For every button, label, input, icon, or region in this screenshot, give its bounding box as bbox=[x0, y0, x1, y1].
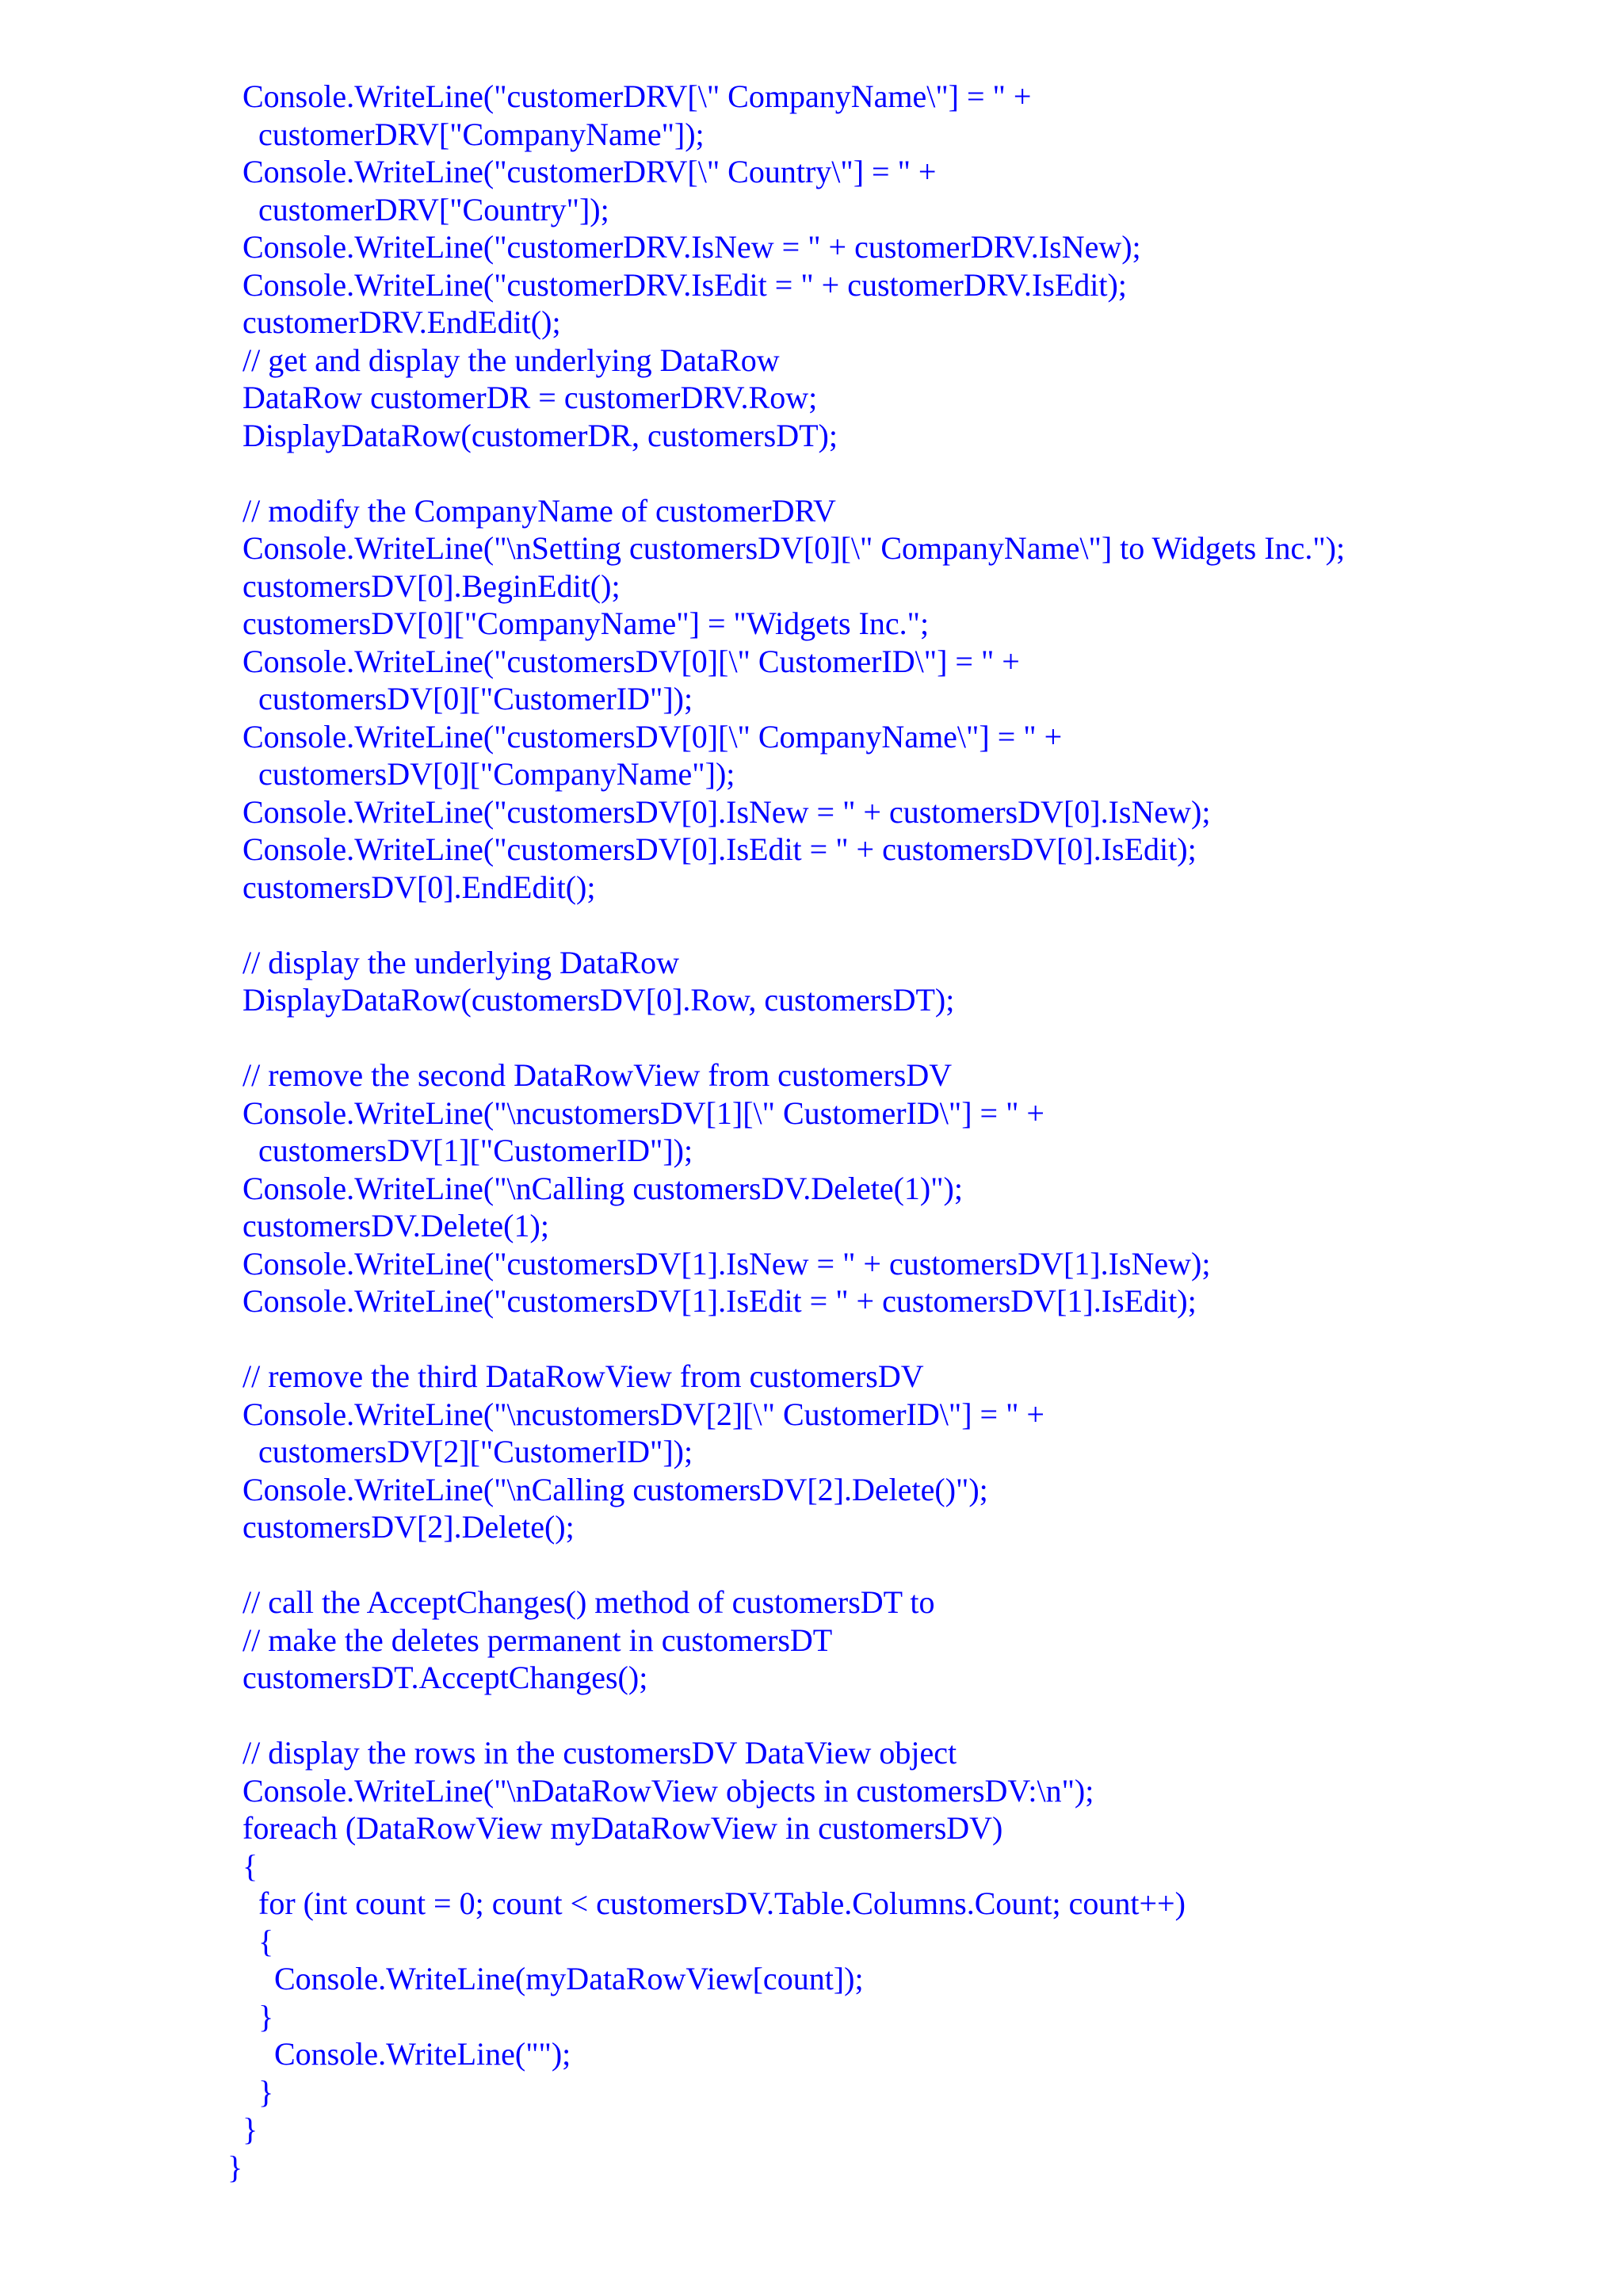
code-line: DataRow customerDR = customerDRV.Row; bbox=[242, 380, 818, 415]
code-line: customerDRV["Country"]); bbox=[258, 191, 609, 227]
code-line: Console.WriteLine("\nCalling customersDV.Delete(1)"); bbox=[242, 1170, 963, 1206]
code-line: // make the deletes permanent in customersDT bbox=[242, 1622, 833, 1658]
code-line: // display the underlying DataRow bbox=[242, 944, 680, 980]
code-line: Console.WriteLine("customersDV[1].IsNew = " + customersDV[1].IsNew); bbox=[242, 1245, 1211, 1282]
code-line: Console.WriteLine("\nDataRowView objects in customersDV:\n"); bbox=[242, 1772, 1094, 1809]
blank-line bbox=[0, 1546, 1623, 1584]
code-line: customerDRV["CompanyName"]); bbox=[258, 116, 705, 152]
code-line: Console.WriteLine("customerDRV.IsNew = " + customerDRV.IsNew); bbox=[242, 229, 1141, 265]
code-line: // call the AcceptChanges() method of customersDT to bbox=[242, 1584, 935, 1620]
code-line: customersDV[0]["CustomerID"]); bbox=[258, 681, 693, 716]
code-line: } bbox=[258, 1998, 274, 2034]
code-line: } bbox=[258, 2073, 274, 2110]
code-line: customersDV[2]["CustomerID"]); bbox=[258, 1434, 693, 1469]
code-line: customersDV[0].BeginEdit(); bbox=[242, 567, 621, 604]
code-line: Console.WriteLine("customersDV[0][\" CustomerID\"] = " + bbox=[242, 643, 1020, 679]
blank-line bbox=[0, 454, 1623, 492]
code-line: Console.WriteLine("customersDV[1].IsEdit = " + customersDV[1].IsEdit); bbox=[242, 1283, 1197, 1319]
code-line: Console.WriteLine("customersDV[0].IsNew = " + customersDV[0].IsNew); bbox=[242, 793, 1211, 830]
code-line: // modify the CompanyName of customerDRV bbox=[242, 492, 836, 529]
code-listing bbox=[0, 78, 1623, 2186]
code-line: customerDRV.EndEdit(); bbox=[242, 304, 561, 340]
blank-line bbox=[0, 1320, 1623, 1358]
code-line: Console.WriteLine("\nSetting customersDV[0][\" CompanyName\"] to Widgets Inc."); bbox=[242, 530, 1346, 566]
code-line: Console.WriteLine(myDataRowView[count]); bbox=[274, 1961, 864, 1996]
code-line: Console.WriteLine("customersDV[0][\" CompanyName\"] = " + bbox=[242, 718, 1063, 755]
code-line: customersDV[2].Delete(); bbox=[242, 1509, 575, 1545]
code-line: customersDV[0]["CompanyName"]); bbox=[258, 756, 735, 792]
code-line: // get and display the underlying DataRow bbox=[242, 342, 780, 378]
code-line: // display the rows in the customersDV DataView object bbox=[242, 1735, 957, 1771]
code-line: Console.WriteLine("customerDRV.IsEdit = " + customerDRV.IsEdit); bbox=[242, 266, 1127, 303]
code-line: Console.WriteLine("\nCalling customersDV[2].Delete()"); bbox=[242, 1471, 988, 1507]
blank-line bbox=[0, 1697, 1623, 1735]
code-line: Console.WriteLine("customerDRV[\" Country\"] = " + bbox=[242, 154, 937, 189]
code-line: } bbox=[227, 2149, 243, 2185]
code-line: Console.WriteLine("\ncustomersDV[1][\" CustomerID\"] = " + bbox=[242, 1095, 1044, 1131]
code-line: } bbox=[242, 2111, 258, 2147]
code-line: // remove the second DataRowView from customersDV bbox=[242, 1057, 953, 1093]
code-line: Console.WriteLine(""); bbox=[274, 2036, 571, 2072]
blank-line bbox=[0, 1019, 1623, 1057]
code-line: DisplayDataRow(customerDR, customersDT); bbox=[242, 417, 838, 453]
code-line: customersDV[0].EndEdit(); bbox=[242, 869, 596, 905]
code-line: foreach (DataRowView myDataRowView in customersDV) bbox=[242, 1810, 1003, 1846]
code-line: Console.WriteLine("customerDRV[\" CompanyName\"] = " + bbox=[242, 78, 1032, 114]
code-line: customersDT.AcceptChanges(); bbox=[242, 1660, 648, 1695]
code-line: customersDV.Delete(1); bbox=[242, 1208, 549, 1244]
code-line: // remove the third DataRowView from customersDV bbox=[242, 1358, 924, 1394]
code-line: customersDV[1]["CustomerID"]); bbox=[258, 1133, 693, 1168]
blank-line bbox=[0, 906, 1623, 944]
code-line: { bbox=[258, 1923, 274, 1959]
code-line: { bbox=[242, 1847, 258, 1884]
code-line: Console.WriteLine("customersDV[0].IsEdit = " + customersDV[0].IsEdit); bbox=[242, 831, 1197, 867]
code-line: for (int count = 0; count < customersDV.Table.Columns.Count; count++) bbox=[258, 1885, 1186, 1921]
code-line: Console.WriteLine("\ncustomersDV[2][\" CustomerID\"] = " + bbox=[242, 1396, 1044, 1432]
code-line: DisplayDataRow(customersDV[0].Row, customersDT); bbox=[242, 982, 955, 1018]
code-line: customersDV[0]["CompanyName"] = "Widgets Inc."; bbox=[242, 606, 930, 641]
